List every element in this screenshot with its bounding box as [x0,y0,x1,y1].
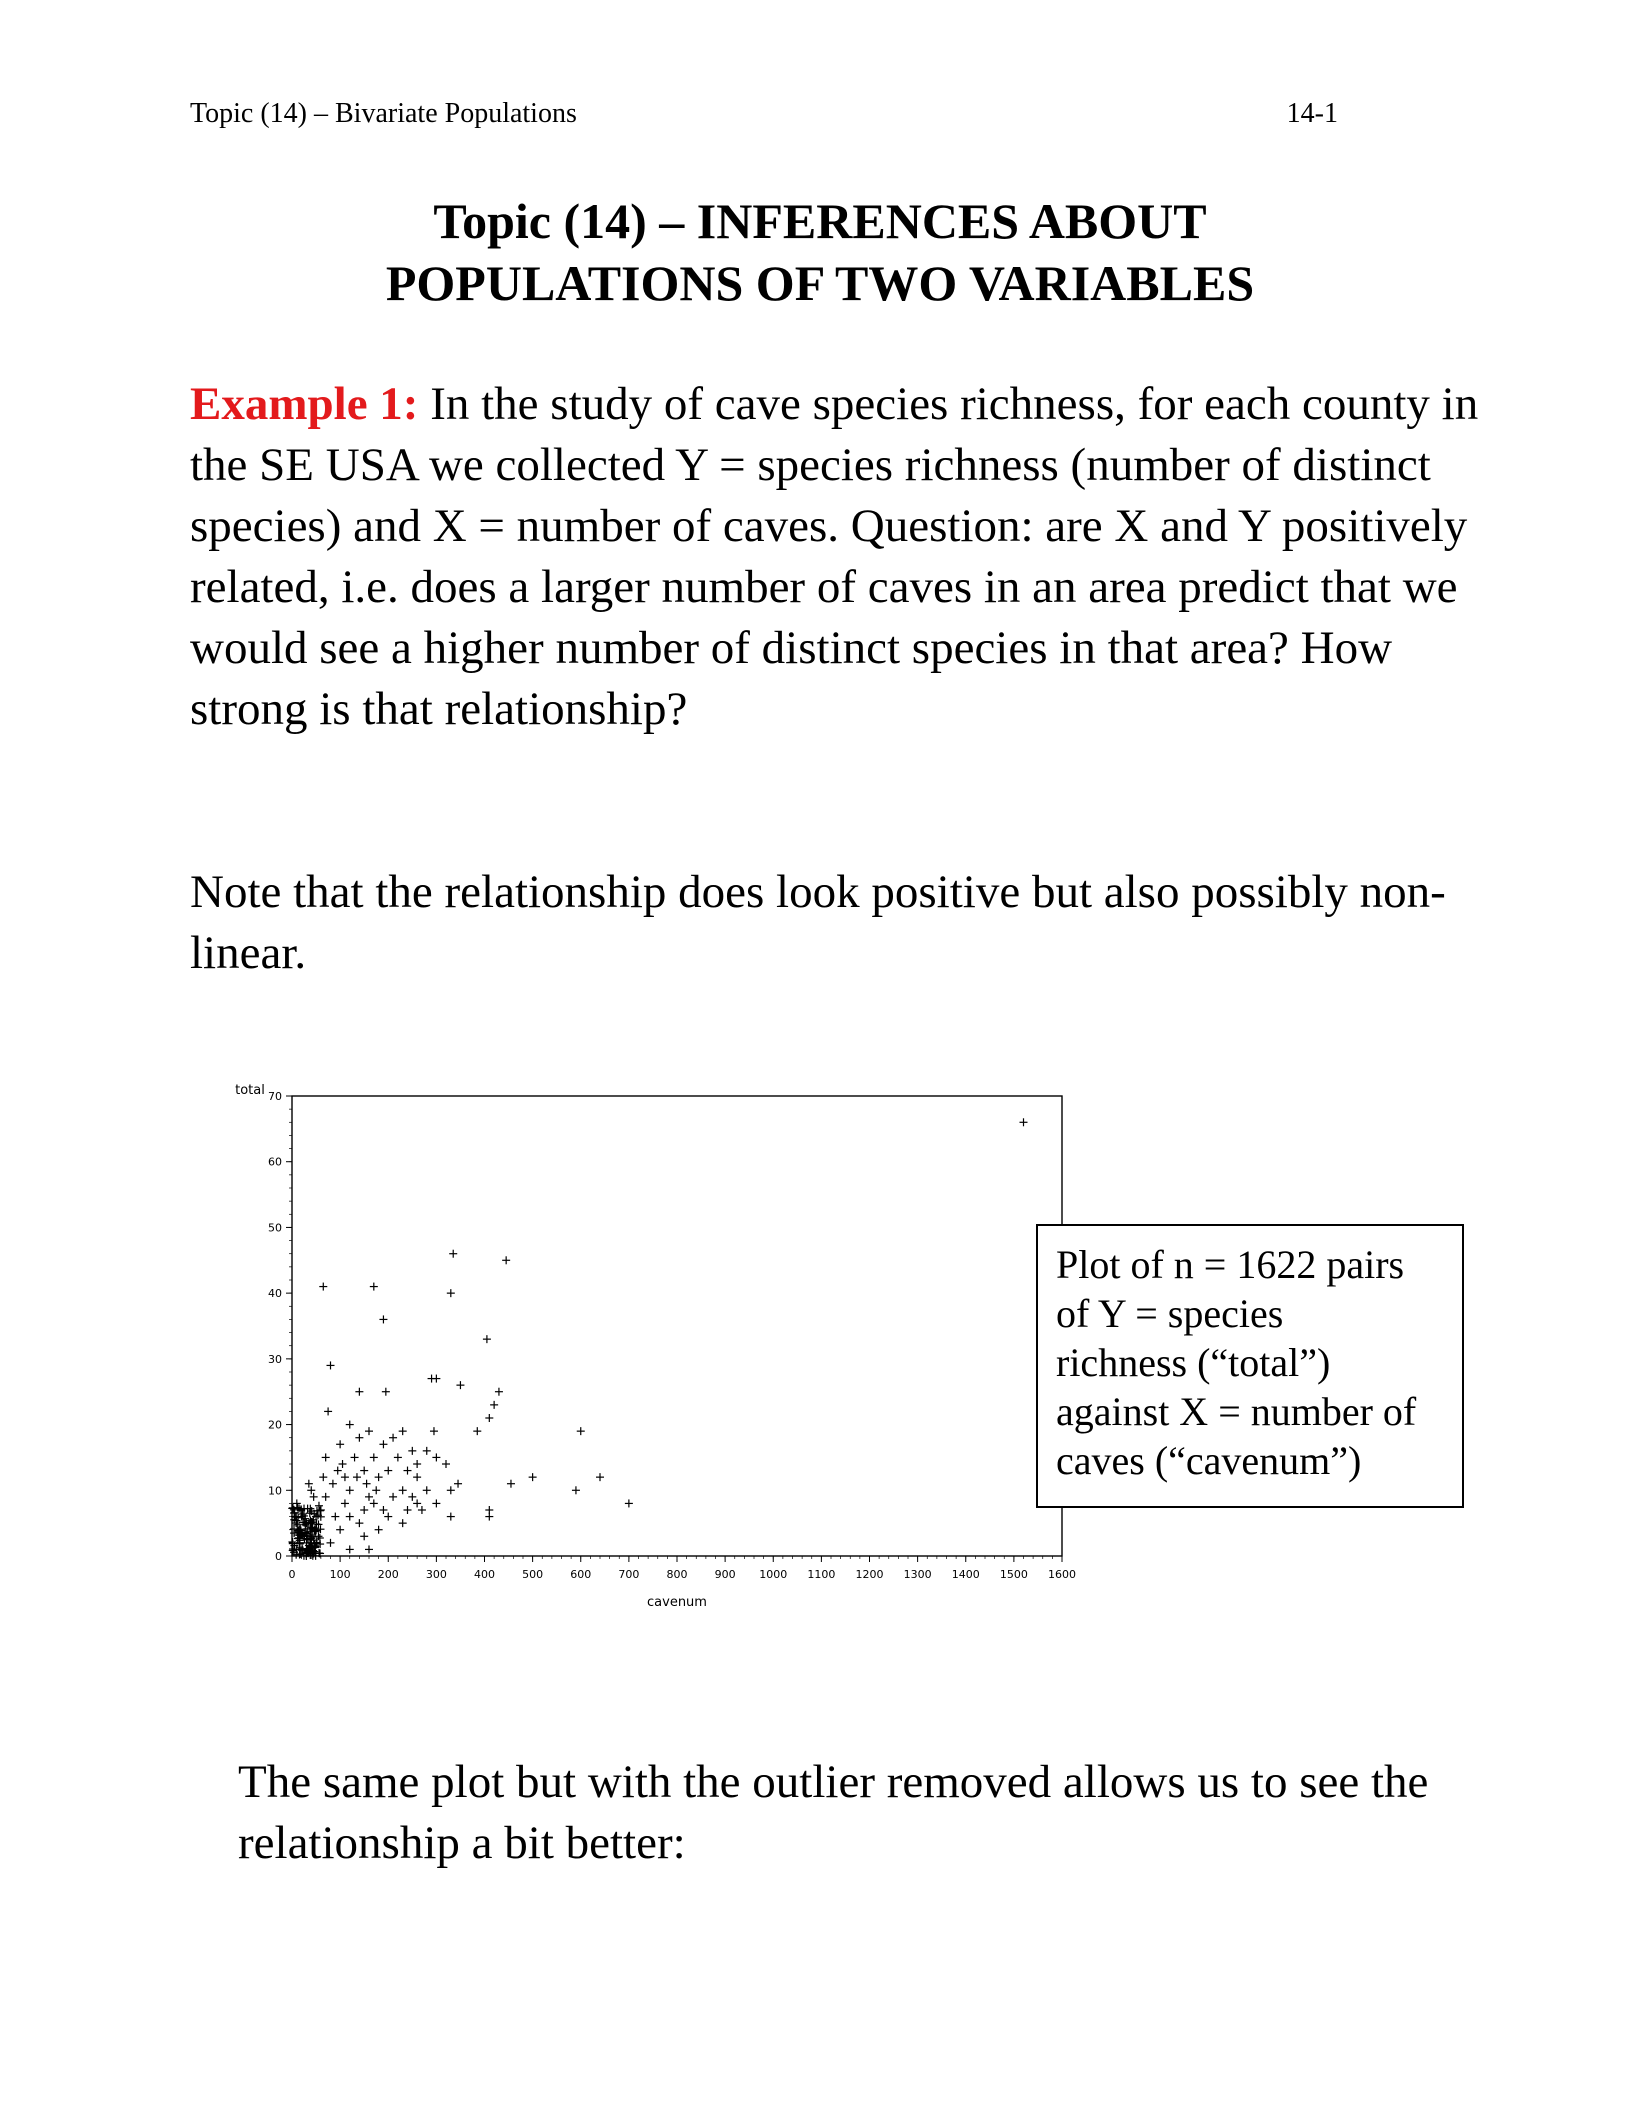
x-tick-label: 200 [377,1568,399,1581]
data-point [442,1460,450,1468]
running-header [190,98,1338,130]
data-point [394,1453,402,1461]
data-point [346,1421,354,1429]
data-point [473,1427,481,1435]
y-tick-label: 30 [268,1352,282,1366]
y-tick-label: 60 [268,1155,282,1169]
y-tick-label: 50 [268,1221,282,1235]
data-point [413,1499,421,1507]
data-point [322,1493,330,1501]
data-point [375,1473,383,1481]
x-tick-label: 1000 [759,1568,788,1581]
data-point [379,1315,387,1323]
data-point [346,1513,354,1521]
x-tick-label: 700 [618,1568,640,1581]
header-topic: Topic (14) – Bivariate Populations [190,98,577,129]
data-point [389,1493,397,1501]
x-tick-label: 1400 [951,1568,980,1581]
x-tick-label: 1500 [999,1568,1028,1581]
x-tick-label: 500 [522,1568,544,1581]
data-point [370,1283,378,1291]
x-tick-label: 1100 [807,1568,836,1581]
data-point [360,1506,368,1514]
data-point [370,1453,378,1461]
plot-frame [292,1096,1062,1556]
data-point [423,1447,431,1455]
data-point [334,1467,342,1475]
data-point [483,1335,491,1343]
x-tick-label: 0 [288,1568,296,1581]
data-point [413,1460,421,1468]
page-title [150,190,1490,314]
caption-line: richness (“total”) [1056,1340,1331,1385]
x-tick-label: 600 [570,1568,592,1581]
data-point [355,1519,363,1527]
data-point [363,1480,371,1488]
x-tick-label: 300 [425,1568,447,1581]
x-tick-label: 1200 [855,1568,884,1581]
data-point [423,1486,431,1494]
data-point [327,1539,335,1547]
data-point [572,1486,580,1494]
data-point [365,1427,373,1435]
x-tick-label: 800 [666,1568,688,1581]
data-point [336,1526,344,1534]
x-axis-label: cavenum [647,1595,707,1610]
data-point [288,1538,296,1546]
x-tick-label: 100 [329,1568,351,1581]
y-tick-label: 70 [268,1090,282,1103]
data-point [399,1427,407,1435]
data-point [360,1532,368,1540]
caption-line: against X = number of [1056,1389,1417,1434]
data-point [408,1493,416,1501]
data-point [355,1434,363,1442]
data-point [404,1467,412,1475]
data-point [375,1526,383,1534]
data-point [577,1427,585,1435]
closing-paragraph: The same plot but with the outlier removed allows us to see the relationship a bit better: [238,1756,1429,1869]
data-point [329,1480,337,1488]
data-point [404,1506,412,1514]
data-point [331,1513,339,1521]
data-point [485,1414,493,1422]
data-point [447,1513,455,1521]
data-point [289,1546,297,1554]
data-point [365,1493,373,1501]
data-point [382,1388,390,1396]
data-point [502,1256,510,1264]
x-tick-label: 900 [714,1568,736,1581]
data-point [351,1453,359,1461]
data-point [379,1506,387,1514]
y-tick-label: 0 [275,1550,282,1563]
data-point [339,1460,347,1468]
data-point [495,1388,503,1396]
x-tick-label: 400 [474,1568,495,1581]
data-point [384,1513,392,1521]
y-tick-label: 20 [268,1418,282,1432]
data-point [430,1427,438,1435]
data-point [399,1486,407,1494]
data-point [418,1506,426,1514]
data-point [490,1401,498,1409]
data-point [353,1473,361,1481]
page-number: 14-1 [1286,98,1338,129]
data-point [336,1440,344,1448]
example-label: Example 1: [190,378,419,430]
data-point [596,1473,604,1481]
data-point [529,1473,537,1481]
y-tick-label: 40 [268,1287,282,1301]
x-tick-label: 1600 [1048,1568,1076,1581]
data-point [449,1250,457,1258]
x-tick-label: 1300 [903,1568,932,1581]
data-point [355,1388,363,1396]
data-point [447,1289,455,1297]
data-point [372,1486,380,1494]
plot-caption-box [1036,1224,1464,1508]
note-paragraph: Note that the relationship does look positive but also possibly non-linear. [190,866,1446,979]
example-text: In the study of cave species richness, for each county in the SE USA we collected Y = species richness (number of distinct species) and X = number of caves. Question: are X and Y positively related, i.e. does a larger number of caves in an area predict that we would see a higher number of distinct species in that area? How strong is that relationship? [190,378,1479,735]
caption-line: caves (“cavenum”) [1056,1438,1362,1483]
data-point [322,1453,330,1461]
data-point [413,1473,421,1481]
caption-line: Plot of n = 1622 pairs [1056,1242,1405,1287]
data-point [327,1361,335,1369]
data-point [365,1545,373,1553]
data-point [346,1545,354,1553]
data-point [454,1480,462,1488]
y-axis-label: total [235,1083,265,1098]
data-point [408,1447,416,1455]
y-tick-label: 10 [268,1484,282,1498]
data-point [315,1502,323,1510]
data-point [370,1499,378,1507]
data-point [324,1407,332,1415]
data-point [384,1467,392,1475]
data-point [432,1375,440,1383]
data-point [346,1486,354,1494]
data-point [319,1283,327,1291]
data-point [447,1486,455,1494]
data-point [341,1473,349,1481]
data-point [379,1440,387,1448]
data-point [319,1473,327,1481]
data-point [1020,1118,1028,1126]
title-line-1: Topic (14) – INFERENCES ABOUT [433,193,1207,249]
data-point [341,1499,349,1507]
title-line-2: POPULATIONS OF TWO VARIABLES [385,255,1255,311]
data-point [432,1453,440,1461]
data-point [432,1499,440,1507]
data-point [360,1467,368,1475]
data-point [485,1513,493,1521]
example-paragraph [190,374,1500,740]
caption-line: of Y = species [1056,1291,1284,1336]
data-point [289,1504,297,1512]
data-point [456,1381,464,1389]
data-point [507,1480,515,1488]
data-point [399,1519,407,1527]
data-point [389,1434,397,1442]
scatter-plot [220,1082,1100,1642]
data-point [625,1499,633,1507]
